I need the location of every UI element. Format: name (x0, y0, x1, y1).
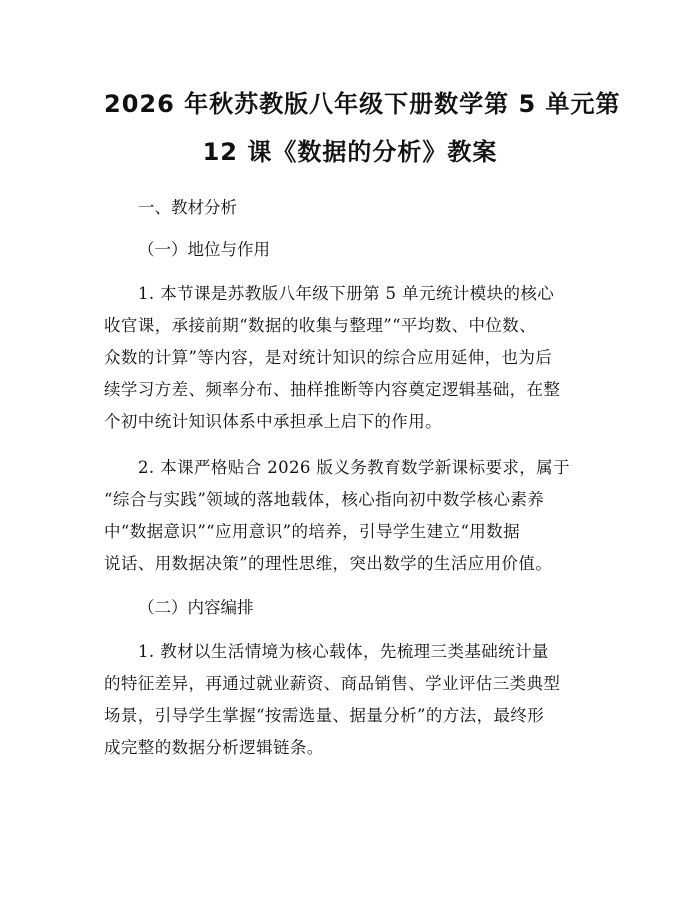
subsection-heading-position-role: （一）地位与作用 (138, 240, 270, 259)
subsection-heading-content-arrangement: （二）内容编排 (138, 598, 254, 617)
paragraph-line: 说话、用数据决策”的理性思维，突出数学的生活应用价值。 (104, 554, 553, 573)
paragraph-line: 个初中统计知识体系中承担承上启下的作用。 (104, 412, 442, 431)
paragraph-line: 1. 本节课是苏教版八年级下册第 5 单元统计模块的核心 (138, 284, 555, 303)
paragraph-arrangement-1 (104, 636, 596, 764)
paragraph-line: 成完整的数据分析逻辑链条。 (104, 738, 324, 757)
document-title (104, 80, 621, 176)
paragraph-line: “综合与实践”领域的落地载体，核心指向初中数学核心素养 (104, 490, 545, 509)
paragraph-line: 1. 教材以生活情境为核心载体，先梳理三类基础统计量 (138, 642, 549, 661)
paragraph-line: 中“数据意识”“应用意识”的培养，引导学生建立“用数据 (104, 522, 520, 541)
section-heading-textbook-analysis: 一、教材分析 (138, 198, 237, 217)
title-line-2: 12 课《数据的分析》教案 (202, 138, 498, 166)
paragraph-line: 场景，引导学生掌握“按需选量、据量分析”的方法，最终形 (104, 706, 545, 725)
paragraph-position-2 (104, 452, 596, 580)
paragraph-line: 2. 本课严格贴合 2026 版义务教育数学新课标要求，属于 (138, 458, 570, 477)
paragraph-line: 收官课，承接前期“数据的收集与整理”“平均数、中位数、 (104, 316, 537, 335)
paragraph-line: 众数的计算”等内容，是对统计知识的综合应用延伸，也为后 (104, 348, 553, 367)
paragraph-position-1 (104, 278, 596, 438)
paragraph-line: 的特征差异，再通过就业薪资、商品销售、学业评估三类典型 (104, 674, 561, 693)
title-line-1: 2026 年秋苏教版八年级下册数学第 5 单元第 (104, 90, 621, 118)
paragraph-line: 续学习方差、频率分布、抽样推断等内容奠定逻辑基础，在整 (104, 380, 561, 399)
